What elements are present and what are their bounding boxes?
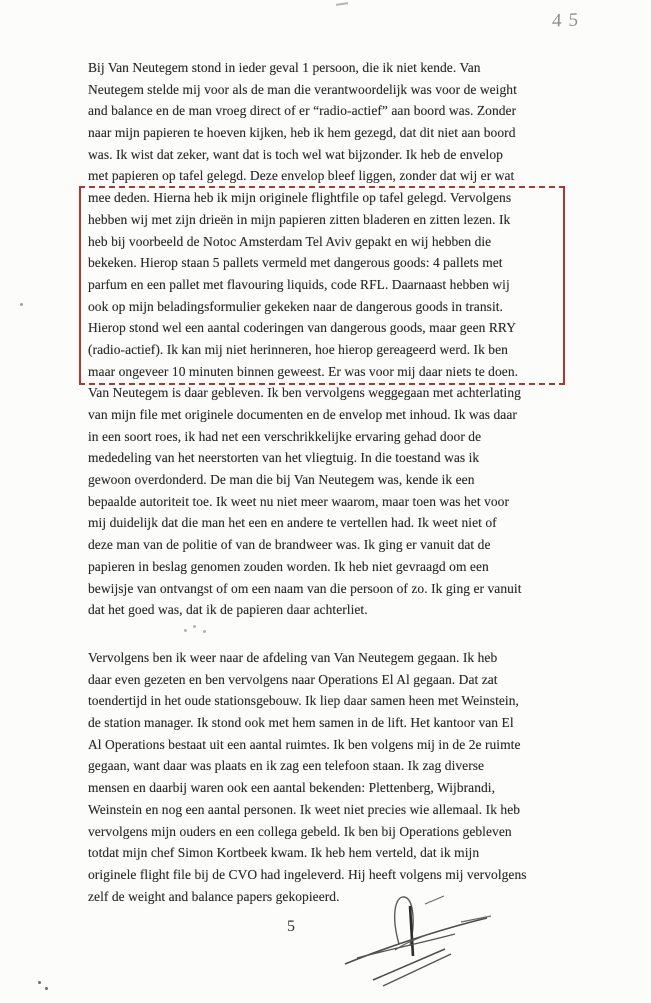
text-line: deze man van de politie of van de brandweer was. Ik ging er vanuit dat de [88,537,491,553]
text-line: maar ongeveer 10 minuten binnen geweest. Er was voor mij daar niets te doen. [88,363,519,379]
text-line: gewoon overdonderd. De man die bij Van Neutegem was, kende ik een [88,472,475,488]
signature-scribble [337,892,493,992]
paragraph-2 [88,647,578,907]
text-line: Weinstein en nog een aantal personen. Ik weet niet precies wie allemaal. Ik heb [88,801,521,817]
text-line: parfum en een pallet met flavouring liquids, code RFL. Daarnaast hebben wij [88,276,510,292]
text-line: in een soort roes, ik had net een verschrikkelijke ervaring gehad door de [88,428,482,444]
text-line: zelf de weight and balance papers gekopieerd. [88,888,340,904]
text-line: naar mijn papieren te hoeven kijken, heb ik hem gezegd, dat dit niet aan boord [88,125,516,141]
text-line: Neutegem stelde mij voor als de man die verantwoordelijk was voor de weight [88,81,517,97]
scan-artifact-dash [336,2,348,6]
handwritten-page-number: 45 [551,9,586,32]
text-line: bewijsje van ontvangst of om een naam van die persoon of zo. Ik ging er vanuit [88,580,522,596]
text-line: bekeken. Hierop staan 5 pallets vermeld met dangerous goods: 4 pallets met [88,255,503,271]
text-line: (radio-actief). Ik kan mij niet herinneren, hoe hierop gereageerd werd. Ik ben [88,341,508,357]
text-line: Bij Van Neutegem stond in ieder geval 1 persoon, die ik niet kende. Van [88,60,481,75]
text-line: de station manager. Ik stond ook met hem samen in de lift. Het kantoor van El [88,715,514,731]
text-line: Hierop stond wel een aantal coderingen van dangerous goods, maar geen RRY [88,320,517,336]
text-line: mij duidelijk dat die man het een en andere te vertellen had. Ik weet niet of [88,515,497,531]
text-line: toendertijd in het oude stationsgebouw. Ik liep daar samen heen met Weinstein, [88,693,519,709]
text-line: and balance en de man vroeg direct of er “radio-actief” aan boord was. Zonder [88,103,517,119]
scan-artifact-dot [45,987,48,990]
text-line: daar even gezeten en ben vervolgens naar Operations El Al gegaan. Dat zat [88,671,498,687]
text-line: Van Neutegem is daar gebleven. Ik ben vervolgens weggegaan met achterlating [88,385,521,401]
text-line: originele flight file bij de CVO had ingeleverd. Hij heeft volgens mij vervolgens [88,866,527,882]
text-line: heb bij voorbeeld de Notoc Amsterdam Tel Aviv gepakt en wij hebben die [88,233,492,249]
scan-artifact-dot [38,981,41,984]
text-line: totdat mijn chef Simon Kortbeek kwam. Ik heb hem verteld, dat ik mijn [88,845,480,861]
scan-artifact-dot [20,303,23,306]
text-line: bepaalde autoriteit toe. Ik weet nu niet meer waarom, maar toen was het voor [88,493,510,509]
page-number: 5 [287,918,295,935]
text-line: mee deden. Hierna heb ik mijn originele flightfile op tafel gelegd. Vervolgens [88,190,512,206]
text-line: gegaan, want daar was plaats en ik zag een telefoon staan. Ik zag diverse [88,758,485,774]
paragraph-1 [88,57,578,621]
text-line: dat het goed was, dat ik de papieren daar achterliet. [88,602,368,618]
text-line: van mijn file met originele documenten en de envelop met inhoud. Ik was daar [88,407,517,422]
text-line: met papieren op tafel gelegd. Deze envelop bleef liggen, zonder dat wij er wat [88,168,515,184]
text-line: mensen en daarbij waren ook een aantal bekenden: Plettenberg, Wijbrandi, [88,780,496,796]
scan-artifact-smudge [193,625,196,628]
text-line: was. Ik wist dat zeker, want dat is toch wel wat bijzonder. Ik heb de envelop [88,146,503,162]
scan-artifact-smudge [203,630,206,633]
scan-artifact-smudge [184,629,187,632]
text-line: hebben wij met zijn drieën in mijn papieren zitten bladeren en zitten lezen. Ik [88,211,511,227]
text-line: ook op mijn beladingsformulier gekeken naar de dangerous goods in transit. [88,298,503,314]
text-line: Al Operations bestaat uit een aantal ruimtes. Ik ben volgens mij in de 2e ruimte [88,736,521,752]
text-line: papieren in beslag genomen zouden worden. Ik heb niet gevraagd om een [88,558,489,574]
text-line: Vervolgens ben ik weer naar de afdeling van Van Neutegem gegaan. Ik heb [88,650,498,665]
text-line: mededeling van het neerstorten van het vliegtuig. In die toestand was ik [88,450,480,466]
text-line: vervolgens mijn ouders en een collega gebeld. Ik ben bij Operations gebleven [88,823,512,839]
